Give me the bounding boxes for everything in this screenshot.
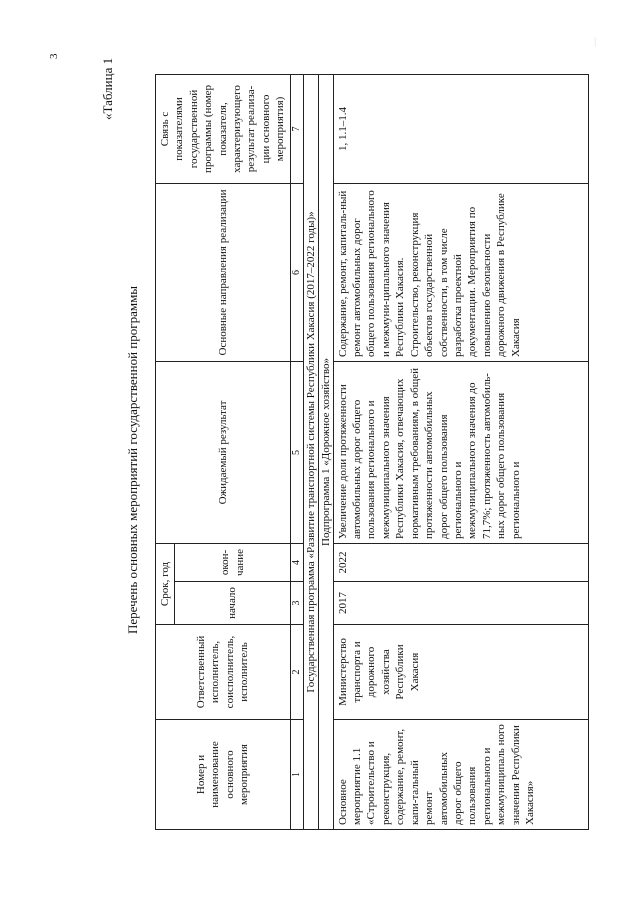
margin-mark: ····· (593, 37, 599, 47)
measure-text: Основное мероприятие 1.1 «Строительство и реконструкция, содержание, ремонт, капи-тальный ремонт автомобильных дорог общего пользования регионального и межмуниципаль ного значения Республики Хакасия» (336, 724, 536, 825)
end-year: 2022 (336, 551, 349, 574)
colnum-2: 2 (290, 625, 303, 720)
cell-result (333, 361, 588, 543)
subprogram-title: Подпрограмма 1 «Дорожное хозяйство» (318, 74, 333, 829)
cell-end (333, 543, 588, 581)
executor-text: Министерство транспорта и дорожного хозяйства Республики Хакасия (336, 638, 421, 706)
header-term: Срок, год (156, 543, 175, 624)
measures-table (155, 74, 589, 830)
cell-executor (333, 625, 588, 720)
table-row (333, 74, 588, 829)
table-label: «Таблица 1 (100, 57, 115, 120)
indicators-text: 1, 1.1–1.4 (336, 106, 349, 151)
colnum-5: 5 (290, 361, 303, 543)
page-title: Перечень основных мероприятий государственной программы (125, 285, 140, 635)
program-title: Государственная программа «Развитие транспортной системы Республики Хакасия (2017–2022 годы)» (303, 74, 318, 829)
colnum-7: 7 (290, 74, 303, 183)
column-number-row (290, 74, 303, 829)
header-col3: начало (175, 582, 290, 625)
subprogram-row (318, 74, 333, 829)
header-col1: Номер и наименование основного мероприятия (156, 720, 291, 830)
start-year: 2017 (336, 592, 349, 614)
header-col6: Основные направления реализации (156, 183, 291, 361)
colnum-6: 6 (290, 183, 303, 361)
header-col2: Ответственный исполнитель, соисполнитель, исполнитель (156, 625, 291, 720)
result-text: Увеличение доли протяженности автомобильных дорог общего пользования регионального и межмуниципального значения Республики Хакасия, отвечающих нормативным требованиям, в общей протяженности автомобильных дорог общего пользования регионального и межмуниципального значения до 71,7%; протяженность автомобиль-ных дорог общего пользования регионального и (336, 367, 522, 539)
colnum-1: 1 (290, 720, 303, 830)
program-row (303, 74, 318, 829)
header-col7: Связь с показателями государственной программы (номер показателя, характеризующего результат реализа-ции основного мероприятия) (156, 74, 291, 183)
cell-directions (333, 183, 588, 361)
header-col4: окон-чание (175, 543, 290, 581)
colnum-3: 3 (290, 582, 303, 625)
directions-text: Содержание, ремонт, капиталь-ный ремонт автомобильных дорог общего пользования регионального и межмуни-ципального значения Республики Хакасия. Строительство, реконструкция объектов государственной собственности, в том числе разработка проектной документации. Мероприятия по повышению безопасности дорожного движения в Республике Хакасия (336, 190, 522, 357)
cell-measure (333, 720, 588, 830)
page-number: 3 (48, 53, 60, 59)
header-row (156, 74, 175, 829)
colnum-4: 4 (290, 543, 303, 581)
cell-start (333, 582, 588, 625)
cell-indicators (333, 74, 588, 183)
header-col5: Ожидаемый результат (156, 361, 291, 543)
